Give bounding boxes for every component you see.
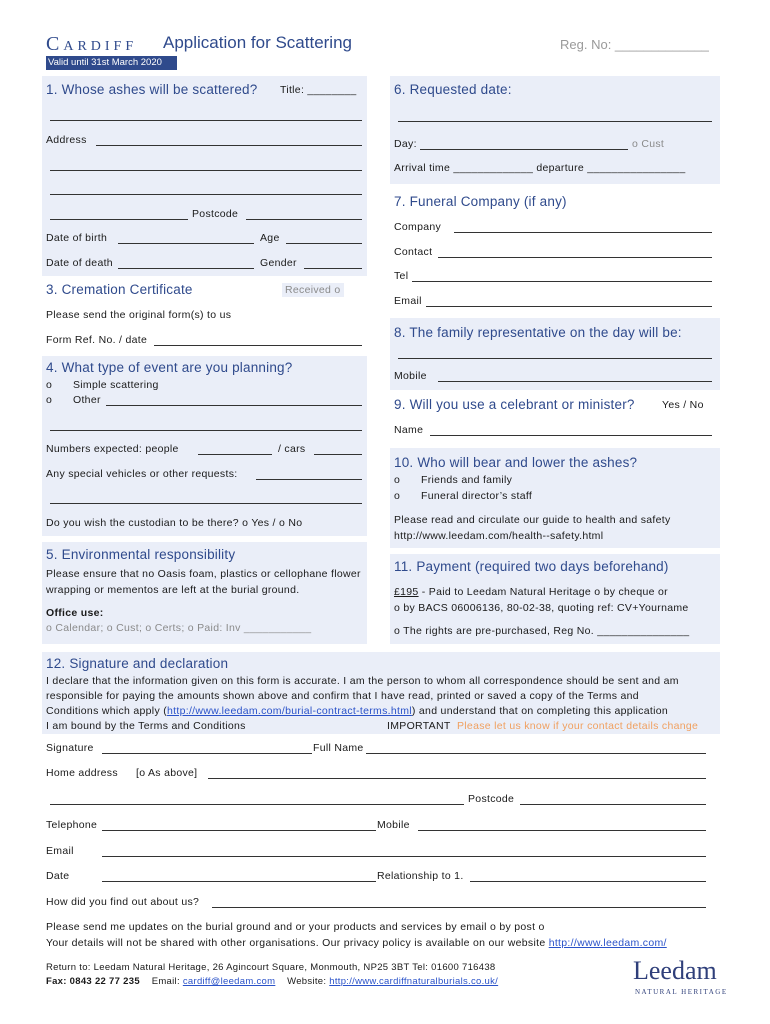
title-field[interactable]: Title: ________ <box>280 84 357 96</box>
dod-field[interactable] <box>118 268 254 269</box>
home-postcode-label: Postcode <box>468 793 515 805</box>
terms-link[interactable]: http://www.leedam.com/burial-contract-terms.html <box>167 705 412 717</box>
requested-date-field[interactable] <box>398 121 712 122</box>
valid-until-badge: Valid until 31st March 2020 <box>46 56 177 70</box>
footer-website-link[interactable]: http://www.cardiffnaturalburials.co.uk/ <box>329 976 499 987</box>
home-email-field[interactable] <box>102 856 706 857</box>
simple-scattering-checkbox[interactable]: o <box>46 379 53 391</box>
updates-consent[interactable]: Please send me updates on the burial ground and or your products and services by email o by post o <box>46 921 545 933</box>
signature-label: Signature <box>46 742 94 754</box>
postcode-field[interactable] <box>246 219 362 220</box>
company-label: Company <box>394 221 442 233</box>
age-label: Age <box>260 232 280 244</box>
ashes-name-field[interactable] <box>50 120 362 121</box>
friends-checkbox[interactable]: o <box>394 474 401 486</box>
footer-return: Return to: Leedam Natural Heritage, 26 Agincourt Square, Monmouth, NP25 3BT Tel: 01600 716438 <box>46 962 496 973</box>
home-email-label: Email <box>46 845 74 857</box>
friends-label: Friends and family <box>421 474 513 486</box>
day-label: Day: <box>394 138 417 150</box>
payment-line-3[interactable]: o The rights are pre-purchased, Reg No. _______________ <box>394 625 690 637</box>
privacy-link[interactable]: http://www.leedam.com/ <box>548 937 667 949</box>
gender-label: Gender <box>260 257 297 269</box>
home-address-field-1[interactable] <box>208 778 706 779</box>
simple-scattering-label: Simple scattering <box>73 379 159 391</box>
send-original-text: Please send the original form(s) to us <box>46 309 232 321</box>
s12-heading: 12. Signature and declaration <box>46 656 229 671</box>
form-title: Application for Scattering <box>163 33 352 52</box>
address-label: Address <box>46 134 87 146</box>
declaration-line-4: I am bound by the Terms and Conditions <box>46 720 246 732</box>
how-find-label: How did you find out about us? <box>46 896 200 908</box>
address-field-2[interactable] <box>50 170 362 171</box>
footer-fax: Fax: 0843 22 77 235 <box>46 976 140 987</box>
s11-heading: 11. Payment (required two days beforehand) <box>394 559 669 574</box>
other-field-2[interactable] <box>50 430 362 431</box>
full-name-field[interactable] <box>366 753 706 754</box>
numbers-label: Numbers expected: people <box>46 443 179 455</box>
tel-field[interactable] <box>412 281 712 282</box>
company-field[interactable] <box>454 232 712 233</box>
vehicles-label: Any special vehicles or other requests: <box>46 468 238 480</box>
arrival-departure-field[interactable]: Arrival time _____________ departure ________________ <box>394 162 686 174</box>
mobile-field[interactable] <box>438 381 712 382</box>
relationship-label: Relationship to 1. <box>377 870 464 882</box>
staff-checkbox[interactable]: o <box>394 490 401 502</box>
people-field[interactable] <box>198 454 272 455</box>
home-postcode-field[interactable] <box>520 804 706 805</box>
privacy-pre: Your details will not be shared with other organisations. Our privacy policy is available on our website <box>46 937 549 949</box>
vehicles-field-2[interactable] <box>50 503 362 504</box>
brand: Cardiff <box>46 33 138 55</box>
staff-label: Funeral director’s staff <box>421 490 533 502</box>
s6-heading: 6. Requested date: <box>394 82 512 97</box>
signature-field[interactable] <box>102 753 312 754</box>
cust-checkbox[interactable]: o Cust <box>632 138 665 150</box>
as-above-checkbox[interactable]: [o As above] <box>136 767 198 779</box>
important-note: Please let us know if your contact details change <box>457 720 699 732</box>
important-label: IMPORTANT <box>387 720 451 732</box>
gender-field[interactable] <box>304 268 362 269</box>
day-field[interactable] <box>420 149 628 150</box>
contact-field[interactable] <box>438 257 712 258</box>
s7-heading: 7. Funeral Company (if any) <box>394 194 567 209</box>
custodian-question[interactable]: Do you wish the custodian to be there? o Yes / o No <box>46 517 303 529</box>
representative-field[interactable] <box>398 358 712 359</box>
dod-label: Date of death <box>46 257 113 269</box>
dob-label: Date of birth <box>46 232 108 244</box>
address-field-1[interactable] <box>96 145 362 146</box>
form-ref-field[interactable] <box>154 345 362 346</box>
dob-field[interactable] <box>118 243 254 244</box>
footer-email-link[interactable]: cardiff@leedam.com <box>182 976 276 987</box>
s9-heading: 9. Will you use a celebrant or minister? <box>394 397 635 412</box>
home-mobile-field[interactable] <box>418 830 706 831</box>
name-label: Name <box>394 424 424 436</box>
other-checkbox[interactable]: o <box>46 394 53 406</box>
s5-heading: 5. Environmental responsibility <box>46 547 236 562</box>
s8-heading: 8. The family representative on the day will be: <box>394 325 682 340</box>
date-field[interactable] <box>102 881 376 882</box>
leedam-logo: Leedam <box>633 956 717 985</box>
leedam-logo-sub: NATURAL HERITAGE <box>635 988 728 996</box>
received-checkbox[interactable]: Received o <box>282 283 344 297</box>
declaration-line-2: responsible for paying the amounts shown above and confirm that I have read, printed or saved a copy of the Terms and <box>46 690 639 702</box>
guide-text: Please read and circulate our guide to health and safety <box>394 514 671 526</box>
office-use-options[interactable]: o Calendar; o Cust; o Certs; o Paid: Inv ___________ <box>46 622 312 634</box>
age-field[interactable] <box>286 243 362 244</box>
date-label: Date <box>46 870 70 882</box>
guide-url[interactable]: http://www.leedam.com/health--safety.html <box>394 530 604 542</box>
telephone-label: Telephone <box>46 819 98 831</box>
decl3-post: ) and understand that on completing this application <box>411 705 668 717</box>
footer-email-label: Email: <box>151 976 180 987</box>
env-text-1: Please ensure that no Oasis foam, plastics or cellophane flower <box>46 568 361 580</box>
how-find-field[interactable] <box>212 907 706 908</box>
vehicles-field[interactable] <box>256 479 362 480</box>
footer-website-label: Website: <box>287 976 327 987</box>
relationship-field[interactable] <box>470 881 706 882</box>
celebrant-yes-no[interactable]: Yes / No <box>662 399 704 411</box>
panel-s1 <box>42 76 367 276</box>
telephone-field[interactable] <box>102 830 376 831</box>
declaration-line-1: I declare that the information given on this form is accurate. I am the person to whom all correspondence should be sent and am <box>46 675 679 687</box>
other-field[interactable] <box>106 405 362 406</box>
home-address-field-2[interactable] <box>50 804 464 805</box>
payment-line-2[interactable]: o by BACS 06006136, 80-02-38, quoting ref: CV+Yourname <box>394 602 689 614</box>
contact-label: Contact <box>394 246 433 258</box>
declaration-line-3 <box>46 705 668 717</box>
reg-no: Reg. No: _____________ <box>560 37 709 52</box>
postcode-label: Postcode <box>192 208 239 220</box>
s3-heading: 3. Cremation Certificate <box>46 282 193 297</box>
cars-field[interactable] <box>314 454 362 455</box>
payment-cheque: - Paid to Leedam Natural Heritage o by cheque or <box>418 586 668 598</box>
decl3-pre: Conditions which apply ( <box>46 705 168 717</box>
s1-heading: 1. Whose ashes will be scattered? <box>46 82 258 97</box>
cars-label: / cars <box>278 443 306 455</box>
s4-heading: 4. What type of event are you planning? <box>46 360 293 375</box>
full-name-label: Full Name <box>313 742 364 754</box>
home-mobile-label: Mobile <box>377 819 410 831</box>
celebrant-name-field[interactable] <box>430 435 712 436</box>
office-use-label: Office use: <box>46 607 104 619</box>
env-text-2: wrapping or mementos are left at the burial ground. <box>46 584 300 596</box>
other-label: Other <box>73 394 101 406</box>
home-address-label: Home address <box>46 767 118 779</box>
mobile-label: Mobile <box>394 370 427 382</box>
tel-label: Tel <box>394 270 409 282</box>
footer-contact <box>46 976 498 987</box>
address-field-3[interactable] <box>50 194 362 195</box>
payment-line-1[interactable] <box>394 586 668 598</box>
payment-amount: £195 <box>394 586 419 598</box>
email-field[interactable] <box>426 306 712 307</box>
address-field-4[interactable] <box>50 219 188 220</box>
form-ref-label: Form Ref. No. / date <box>46 334 148 346</box>
s10-heading: 10. Who will bear and lower the ashes? <box>394 455 638 470</box>
privacy-text <box>46 937 667 949</box>
email-label: Email <box>394 295 422 307</box>
